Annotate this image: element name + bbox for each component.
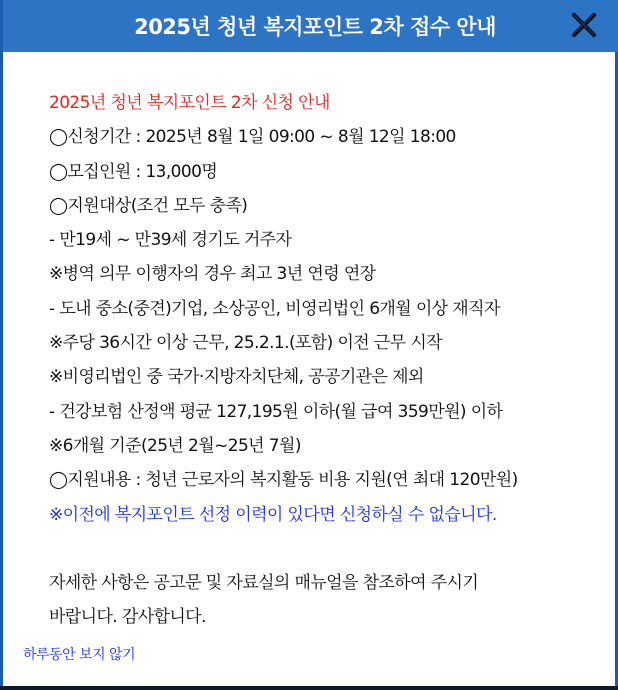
nonprofit-note: ※비영리법인 중 국가·지방자치단체, 공공기관은 제외 — [49, 367, 424, 388]
eligibility-employment: - 도내 중소(중견)기업, 소상공인, 비영리법인 6개월 이상 재직자 — [49, 298, 500, 319]
support-content: ◯지원내용 : 청년 근로자의 복지활동 비용 지원(연 최대 120만원) — [49, 470, 518, 491]
prior-selection-warning: ※이전에 복지포인트 선정 이력이 있다면 신청하실 수 없습니다. — [49, 504, 497, 525]
close-x-icon — [571, 12, 597, 38]
blank-line — [49, 532, 609, 566]
application-period: ◯신청기간 : 2025년 8월 1일 09:00 ~ 8월 12일 18:00 — [49, 127, 456, 148]
eligibility-heading: ◯지원대상(조건 모두 충족) — [49, 195, 248, 216]
page-background-strip — [0, 686, 618, 690]
popup-title: 2025년 청년 복지포인트 2차 접수 안내 — [134, 15, 496, 39]
recruit-count: ◯모집인원 : 13,000명 — [49, 161, 218, 182]
popup-content — [49, 86, 609, 635]
work-hours-note: ※주당 36시간 이상 근무, 25.2.1.(포함) 이전 근무 시작 — [49, 333, 442, 354]
popup-header — [3, 0, 618, 52]
eligibility-income: - 건강보험 산정액 평균 127,195원 이하(월 급여 359만원) 이하 — [49, 401, 503, 422]
military-note: ※병역 의무 이행자의 경우 최고 3년 연령 연장 — [49, 264, 376, 285]
hide-for-day-link[interactable]: 하루동안 보지 않기 — [23, 647, 136, 663]
income-period-note: ※6개월 기준(25년 2월~25년 7월) — [49, 435, 301, 456]
closing-text-2: 바랍니다. 감사합니다. — [49, 607, 206, 628]
notice-heading: 2025년 청년 복지포인트 2차 신청 안내 — [49, 93, 330, 113]
eligibility-age: - 만19세 ~ 만39세 경기도 거주자 — [49, 230, 292, 251]
close-button[interactable] — [569, 10, 599, 40]
closing-text-1: 자세한 사항은 공고문 및 자료실의 매뉴얼을 참조하여 주시기 — [49, 573, 479, 594]
